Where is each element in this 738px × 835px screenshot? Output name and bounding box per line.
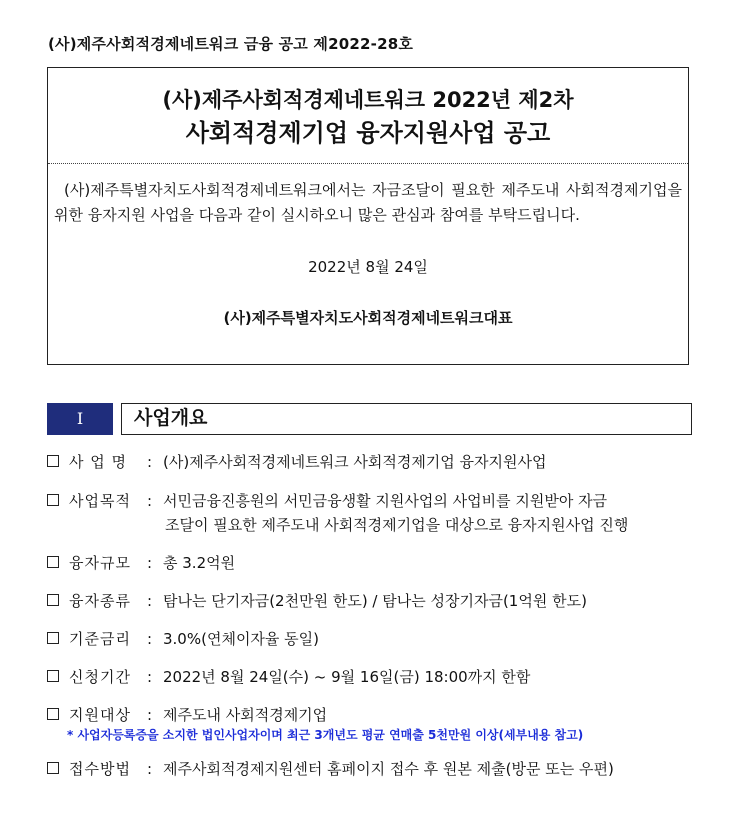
item-colon: : [147, 492, 153, 510]
checkbox-square-icon [47, 708, 59, 720]
intro-paragraph: (사)제주특별자치도사회적경제네트워크에서는 자금조달이 필요한 제주도내 사회적경제기업을 위한 융자지원 사업을 다음과 같이 실시하오니 많은 관심과 참여를 부탁드립니다. [54, 181, 682, 224]
item-value: 탐나는 단기자금(2천만원 한도) / 탐나는 성장기자금(1억원 한도) [163, 592, 587, 610]
item-value: 2022년 8월 24일(수) ~ 9월 16일(금) 18:00까지 한함 [163, 668, 531, 686]
item-label: 지원대상 [69, 706, 131, 724]
item-value: 제주사회적경제지원센터 홈페이지 접수 후 원본 제출(방문 또는 우편) [163, 760, 614, 778]
overview-list [47, 450, 697, 781]
list-item-submission-method [47, 757, 697, 781]
section-header [47, 403, 692, 435]
item-colon: : [147, 760, 153, 778]
title-area [48, 68, 688, 164]
item-colon: : [147, 592, 153, 610]
checkbox-square-icon [47, 670, 59, 682]
document-number: (사)제주사회적경제네트워크 금융 공고 제2022-28호 [48, 35, 414, 53]
item-label: 사 업 명 [69, 453, 128, 471]
item-colon: : [147, 630, 153, 648]
item-value: 3.0%(연체이자율 동일) [163, 630, 320, 648]
item-value-continued: 조달이 필요한 제주도내 사회적경제기업을 대상으로 융자지원사업 진행 [165, 516, 629, 534]
checkbox-square-icon [47, 762, 59, 774]
item-value: 서민금융진흥원의 서민금융생활 지원사업의 사업비를 지원받아 자금 [163, 492, 608, 510]
item-label: 신청기간 [69, 668, 131, 686]
item-label: 기준금리 [69, 630, 131, 648]
checkbox-square-icon [47, 455, 59, 467]
checkbox-square-icon [47, 632, 59, 644]
item-label: 융자종류 [69, 592, 131, 610]
list-item-business-name [47, 450, 697, 474]
list-item-loan-type [47, 589, 697, 613]
item-label: 융자규모 [69, 554, 131, 572]
checkbox-square-icon [47, 556, 59, 568]
list-item-base-rate [47, 627, 697, 651]
item-value: (사)제주사회적경제네트워크 사회적경제기업 융자지원사업 [163, 453, 547, 471]
item-label: 사업목적 [69, 492, 131, 510]
checkbox-square-icon [47, 594, 59, 606]
item-colon: : [147, 706, 153, 724]
list-item-loan-scale [47, 551, 697, 575]
eligibility-note: * 사업자등록증을 소지한 법인사업자이며 최근 3개년도 평균 연매출 5천만원 이상(세부내용 참고) [67, 728, 584, 742]
list-item-purpose [47, 489, 697, 537]
item-value: 총 3.2억원 [163, 554, 236, 572]
list-item-eligibility [47, 703, 697, 727]
announcement-date: 2022년 8월 24일 [308, 258, 428, 276]
title-box [47, 67, 689, 365]
title-line-1: (사)제주사회적경제네트워크 2022년 제2차 [162, 88, 574, 112]
item-value: 제주도내 사회적경제기업 [163, 706, 328, 724]
list-item-application-period [47, 665, 697, 689]
item-colon: : [147, 668, 153, 686]
section-title: 사업개요 [121, 403, 692, 435]
checkbox-square-icon [47, 494, 59, 506]
item-colon: : [147, 554, 153, 572]
item-colon: : [147, 453, 153, 471]
section-number: I [47, 403, 113, 435]
title-line-2: 사회적경제기업 융자지원사업 공고 [185, 119, 551, 147]
item-label: 접수방법 [69, 760, 131, 778]
signer: (사)제주특별자치도사회적경제네트워크대표 [223, 309, 513, 327]
